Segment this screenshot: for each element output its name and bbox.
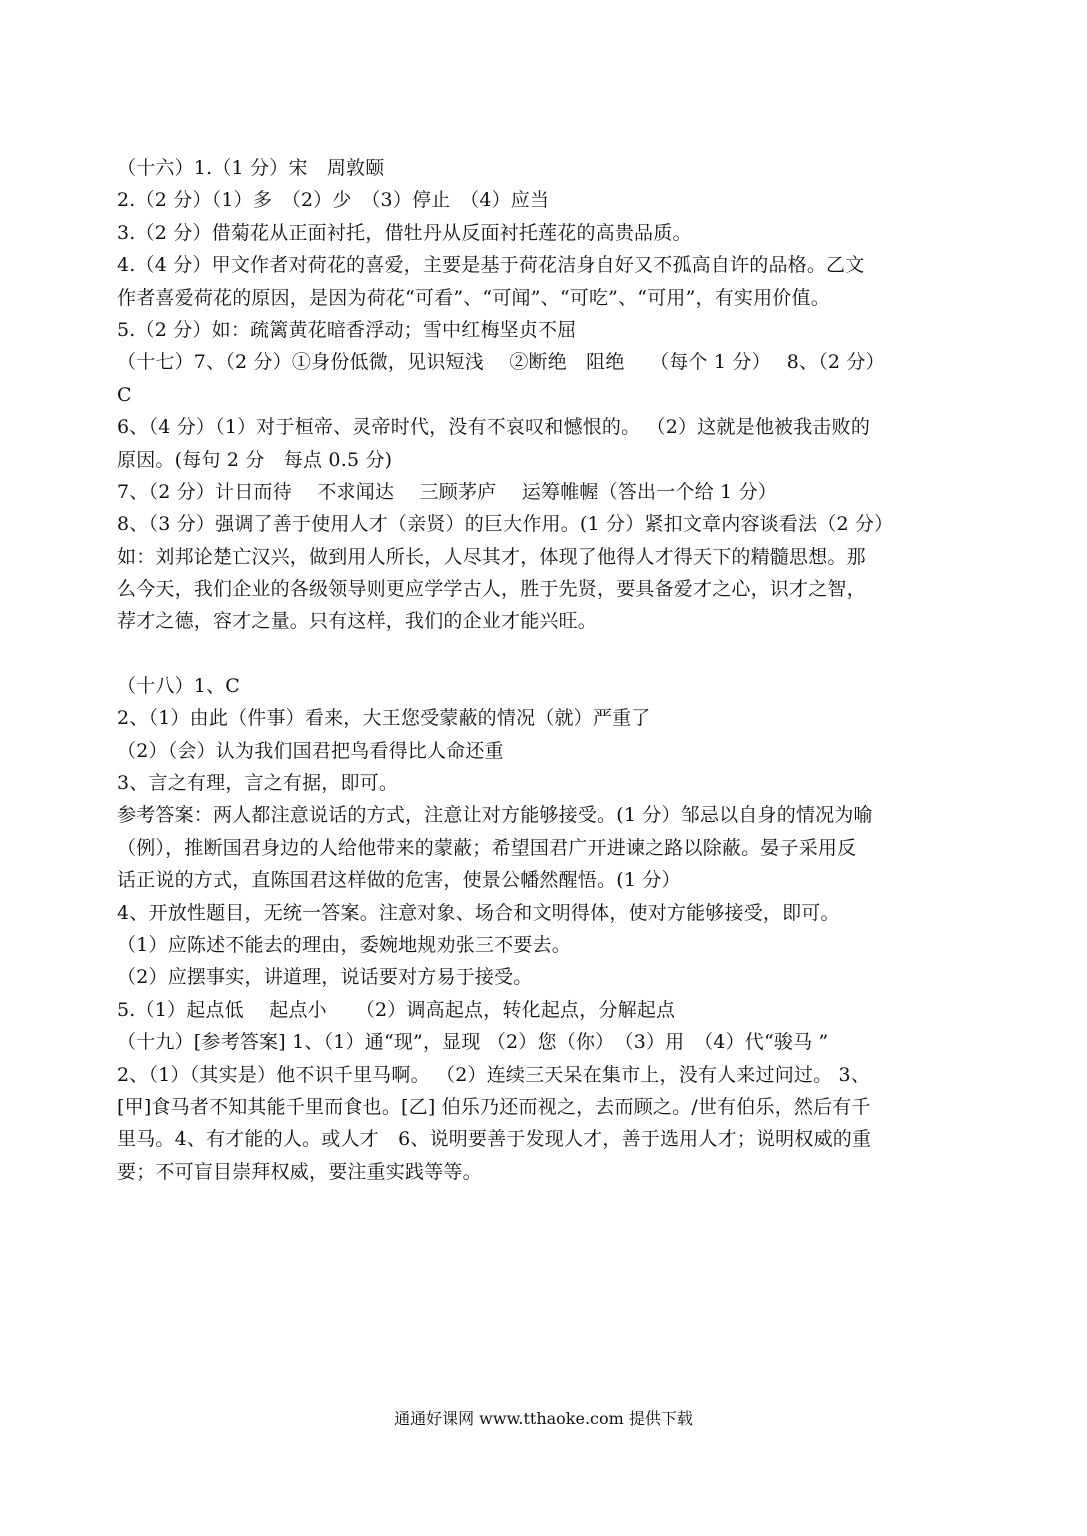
paragraph-spacer: [117, 638, 977, 670]
text-line: 3、言之有理，言之有据，即可。: [117, 772, 399, 795]
text-line: 荐才之德，容才之量。只有这样，我们的企业才能兴旺。: [117, 610, 598, 633]
text-line: 4、开放性题目，无统一答案。注意对象、场合和文明得体，使对方能够接受，即可。: [117, 901, 840, 924]
text-line: 4.（4 分）甲文作者对荷花的喜爱，主要是基于荷花洁身自好又不孤高自许的品格。乙文: [117, 254, 865, 277]
text-line: C: [117, 383, 132, 406]
text-line: 原因。(每句 2 分 每点 0.5 分): [117, 448, 393, 471]
text-line: （十八）1、C: [117, 674, 241, 697]
section-answers-18-19: [117, 670, 977, 1188]
text-line: 要；不可盲目崇拜权威，要注重实践等等。: [117, 1160, 482, 1183]
text-line: 5.（1）起点低 起点小 （2）调高起点，转化起点，分解起点: [117, 998, 676, 1021]
text-line: 5.（2 分）如：疏篱黄花暗香浮动；雪中红梅坚贞不屈: [117, 318, 577, 341]
answer-document: [117, 152, 977, 1188]
section-answers-16-17: [117, 152, 977, 638]
text-line: 2、（1）由此（件事）看来，大王您受蒙蔽的情况（就）严重了: [117, 707, 651, 730]
text-line: 话正说的方式，直陈国君这样做的危害，使景公幡然醒悟。(1 分）: [117, 869, 681, 892]
text-line: （十六）1.（1 分）宋 周敦颐: [117, 157, 385, 179]
text-line: （1）应陈述不能去的理由，委婉地规劝张三不要去。: [117, 933, 571, 956]
text-line: 里马。4、有才能的人。或人才 6、说明要善于发现人才，善于选用人才；说明权威的重: [117, 1128, 872, 1151]
text-line: （十九）[参考答案] 1、（1）通“现”，显现 （2）您（你） （3）用 （4）代“骏马 ”: [117, 1031, 829, 1054]
text-line: 参考答案：两人都注意说话的方式，注意让对方能够接受。(1 分）邹忌以自身的情况为喻: [117, 804, 873, 827]
text-line: 7、（2 分）计日而待 不求闻达 三顾茅庐 运筹帷幄（答出一个给 1 分）: [117, 480, 778, 503]
text-line: 6、（4 分）（1）对于桓帝、灵帝时代，没有不哀叹和憾恨的。 （2）这就是他被我击败的: [117, 416, 871, 439]
text-line: [甲]食马者不知其能千里而食也。[乙] 伯乐乃还而视之，去而顾之。/世有伯乐，然后有千: [117, 1095, 871, 1118]
text-line: （2）应摆事实，讲道理，说话要对方易于接受。: [117, 966, 533, 989]
text-line: （十七）7、（2 分）①身份低微，见识短浅 ②断绝 阻绝 （每个 1 分） 8、（2 分）: [117, 351, 885, 374]
text-line: 2、（1）（其实是）他不识千里马啊。 （2）连续三天呆在集市上，没有人来过问过。 3、: [117, 1063, 871, 1086]
text-line: 3.（2 分）借菊花从正面衬托，借牡丹从反面衬托莲花的高贵品质。: [117, 221, 692, 244]
text-line: 8、（3 分）强调了善于使用人才（亲贤）的巨大作用。(1 分）紧扣文章内容谈看法（2 分）: [117, 513, 894, 536]
text-line: 作者喜爱荷花的原因，是因为荷花“可看”、“可闻”、“可吃”、“可用”，有实用价值。: [117, 286, 830, 309]
text-line: 2.（2 分）（1）多 （2）少 （3）停止 （4）应当: [117, 189, 550, 212]
text-line: 么今天，我们企业的各级领导则更应学学古人，胜于先贤，要具备爱才之心，识才之智，: [117, 578, 866, 601]
page-footer: 通通好课网 www.tthaoke.com 提供下载: [394, 1409, 693, 1428]
text-line: 如：刘邦论楚亡汉兴，做到用人所长，人尽其才，体现了他得人才得天下的精髓思想。那: [117, 545, 866, 568]
text-line: （2）（会）认为我们国君把鸟看得比人命还重: [117, 739, 504, 762]
text-line: （例），推断国君身边的人给他带来的蒙蔽；希望国君广开进谏之路以除蔽。晏子采用反: [117, 836, 857, 859]
